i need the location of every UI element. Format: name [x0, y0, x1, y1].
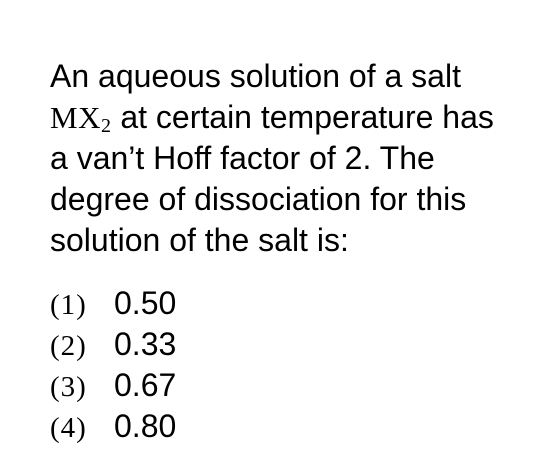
option-value: 0.33 — [114, 326, 177, 362]
salt-formula-subscript: 2 — [100, 115, 112, 137]
option-number: (3) — [50, 371, 87, 403]
option-number: (1) — [50, 289, 87, 321]
question-line-1: An aqueous solution of a salt — [50, 58, 461, 94]
salt-formula — [50, 100, 111, 135]
question-line-3: a van’t Hoff factor of 2. The — [50, 140, 435, 176]
question-text — [50, 56, 530, 261]
option-3[interactable] — [50, 365, 530, 406]
option-number: (4) — [50, 412, 87, 444]
option-number: (2) — [50, 330, 87, 362]
question-line-5: solution of the salt is: — [50, 222, 349, 258]
option-value: 0.50 — [114, 285, 177, 321]
question-line-4: degree of dissociation for this — [50, 181, 467, 217]
option-2[interactable] — [50, 324, 530, 365]
salt-formula-main: MX — [50, 100, 101, 135]
answer-options — [50, 283, 530, 447]
option-1[interactable] — [50, 283, 530, 324]
option-value: 0.80 — [114, 408, 177, 444]
question-line-2 — [50, 97, 530, 138]
option-value: 0.67 — [114, 367, 177, 403]
question-line-2-rest: at certain temperature has — [111, 99, 494, 135]
option-4[interactable] — [50, 406, 530, 447]
